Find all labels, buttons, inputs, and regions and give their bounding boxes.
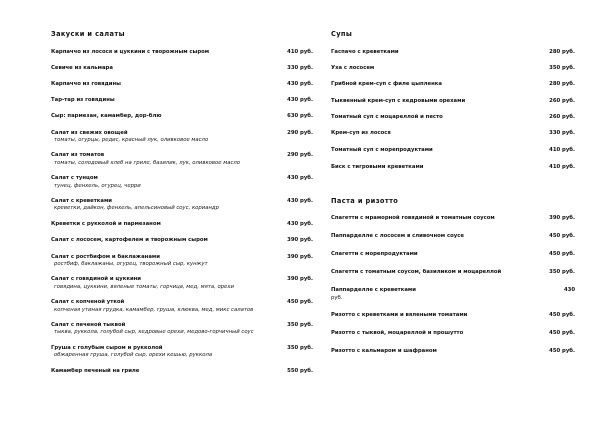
menu-item [331, 164, 575, 171]
dish-price: 410 руб. [549, 146, 575, 153]
dish-description: говядина, цуккини, вяленые томаты, горчица, мед, мята, орехи [54, 283, 234, 290]
dish-name: Салат с ростбифом и баклажанами [51, 253, 160, 260]
dish-price: 350 руб. [287, 322, 313, 329]
dish-name: Спагетти с томатным соусом, базиликом и моцареллой [331, 269, 502, 276]
dish-price: 430 руб. [287, 221, 313, 228]
dish-price: 430 руб. [287, 80, 313, 87]
menu-item [51, 175, 313, 189]
dish-name: Уха с лососем [331, 64, 375, 71]
dish-price: 390 руб. [287, 237, 313, 244]
menu-item [51, 65, 313, 72]
dish-name: Севиче из кальмара [51, 64, 113, 71]
dish-price: 450 руб. [287, 299, 313, 306]
menu-item [51, 368, 313, 375]
dish-price: 630 руб. [287, 113, 313, 120]
appetizers-column [51, 30, 313, 384]
dish-price: 550 руб. [287, 368, 313, 375]
dish-name: Биск с тигровыми креветками [331, 163, 424, 170]
menu-item [331, 269, 575, 276]
dish-description: обжаренная груша, голубой сыр, орехи кешью, руккола [54, 352, 213, 359]
dish-price-unit: руб. [331, 294, 343, 301]
dish-price: 260 руб. [549, 114, 575, 121]
menu-item [51, 322, 313, 336]
dish-price: 410 руб. [287, 48, 313, 55]
dish-name: Тыквенный крем-суп с кедровыми орехами [331, 97, 466, 104]
menu-item [331, 215, 575, 222]
dish-name: Салат с лососем, картофелем и творожным сыром [51, 237, 208, 244]
dish-name: Груша с голубым сыром и рукколой [51, 345, 163, 352]
dish-price: 410 руб. [549, 163, 575, 170]
dish-price: 330 руб. [287, 64, 313, 71]
dish-name: Креветки с рукколой и пармезаном [51, 221, 161, 228]
menu-item [51, 49, 313, 56]
menu-item [331, 348, 575, 355]
menu-item [51, 81, 313, 88]
soups-pasta-column [331, 30, 575, 366]
dish-price: 450 руб. [549, 330, 575, 337]
dish-name: Салат из томатов [51, 152, 105, 159]
dish-price: 450 руб. [549, 348, 575, 355]
dish-name: Салат с говядиной и цуккини [51, 276, 142, 283]
dish-name: Салат из свежих овощей [51, 129, 128, 136]
dish-name: Ризотто с тыквой, моцареллой и прошутто [331, 330, 464, 337]
dish-price: 430 руб. [287, 175, 313, 182]
dish-name: Паппарделле с лососем в сливочном соусе [331, 233, 464, 240]
dish-name: Салат с копченой уткой [51, 299, 125, 306]
dish-price: 390 руб. [549, 215, 575, 222]
dish-name: Карпаччо из лосося и цуккини с творожным сыром [51, 48, 210, 55]
menu-item [331, 251, 575, 258]
dish-price: 280 руб. [549, 81, 575, 88]
dish-name: Спагетти с мраморной говядиной и томатным соусом [331, 215, 495, 222]
section-title-appetizers: Закуски и салаты [51, 30, 125, 38]
dish-name: Гаспачо с креветками [331, 48, 399, 55]
menu-item [331, 114, 575, 121]
dish-name: Ризотто с кальмаром и шафраном [331, 348, 437, 355]
dish-name: Спагетти с морепродуктами [331, 251, 418, 258]
dish-price: 350 руб. [549, 269, 575, 276]
dish-description: томаты, солодовый хлеб на гриле, базилик, лук, оливковое масло [54, 159, 241, 166]
dish-name: Карпаччо из говядины [51, 80, 121, 87]
dish-description: тыква, руккола, голубой сыр, кедровые орехи, медово-горчичный соус [54, 329, 254, 336]
dish-price: 390 руб. [287, 253, 313, 260]
menu-item [331, 147, 575, 154]
menu-item [51, 152, 313, 166]
dish-price: 450 руб. [549, 312, 575, 319]
menu-item [331, 330, 575, 337]
menu-item [331, 312, 575, 319]
dish-price: 350 руб. [287, 345, 313, 352]
dish-name: Салат с печеной тыквой [51, 322, 126, 329]
dish-price: 350 руб. [549, 64, 575, 71]
menu-item [51, 345, 313, 359]
dish-description: креветки, дайкон, фенхель, апельсиновый соус, кориандр [54, 205, 219, 212]
dish-name: Салат с креветками [51, 198, 113, 205]
menu-item [51, 97, 313, 104]
section-title-pasta: Паста и ризотто [331, 196, 399, 205]
dish-name: Камамбер печеный на гриле [51, 368, 140, 375]
dish-description: тунец, фенхель, огурец, черри [54, 182, 141, 189]
menu-item [331, 98, 575, 105]
section-title-soups: Супы [331, 30, 353, 38]
dish-name: Салат с тунцом [51, 175, 98, 182]
menu-item [331, 49, 575, 56]
dish-name: Тар-тар из говядины [51, 97, 115, 104]
dish-name: Ризотто с креветками и вялеными томатами [331, 312, 468, 319]
dish-name: Крем-суп из лосося [331, 130, 391, 137]
menu-item [51, 237, 313, 244]
dish-price: 290 руб. [287, 129, 313, 136]
menu-item [51, 299, 313, 313]
dish-description: томаты, огурцы, редис, красный лук, оливковое масло [54, 136, 209, 143]
menu-item [51, 113, 313, 120]
dish-name: Томатный суп с моцареллой и песто [331, 114, 443, 121]
dish-name: Томатный суп с морепродуктами [331, 146, 433, 153]
dish-price: 330 руб. [549, 130, 575, 137]
dish-price: 260 руб. [549, 97, 575, 104]
menu-item [51, 198, 313, 212]
menu-item [51, 276, 313, 290]
dish-price: 430 руб. [287, 97, 313, 104]
dish-name: Паппарделле с креветками [331, 287, 416, 294]
dish-price: 450 руб. [549, 233, 575, 240]
dish-name: Сыр: пармезан, камамбер, дор-блю [51, 113, 162, 120]
dish-price: 390 руб. [287, 276, 313, 283]
menu-item [51, 130, 313, 144]
dish-price: 290 руб. [287, 152, 313, 159]
menu-item [331, 233, 575, 240]
dish-name: Грибной крем-суп с филе цыпленка [331, 81, 442, 88]
menu-item [51, 221, 313, 228]
menu-item [331, 65, 575, 72]
dish-description: копченая утиная грудка, камамбер, груша, клюква, мед, микс салатов [54, 306, 254, 313]
dish-description: ростбиф, баклажаны, огурец, творожный сыр, кунжут [54, 260, 208, 267]
menu-item [51, 254, 313, 268]
menu-item [331, 81, 575, 88]
dish-price: 450 руб. [549, 251, 575, 258]
dish-price: 430 руб. [287, 198, 313, 205]
dish-price: 280 руб. [549, 48, 575, 55]
menu-item [331, 130, 575, 137]
menu-item [331, 287, 575, 301]
dish-price: 430 [564, 287, 576, 294]
